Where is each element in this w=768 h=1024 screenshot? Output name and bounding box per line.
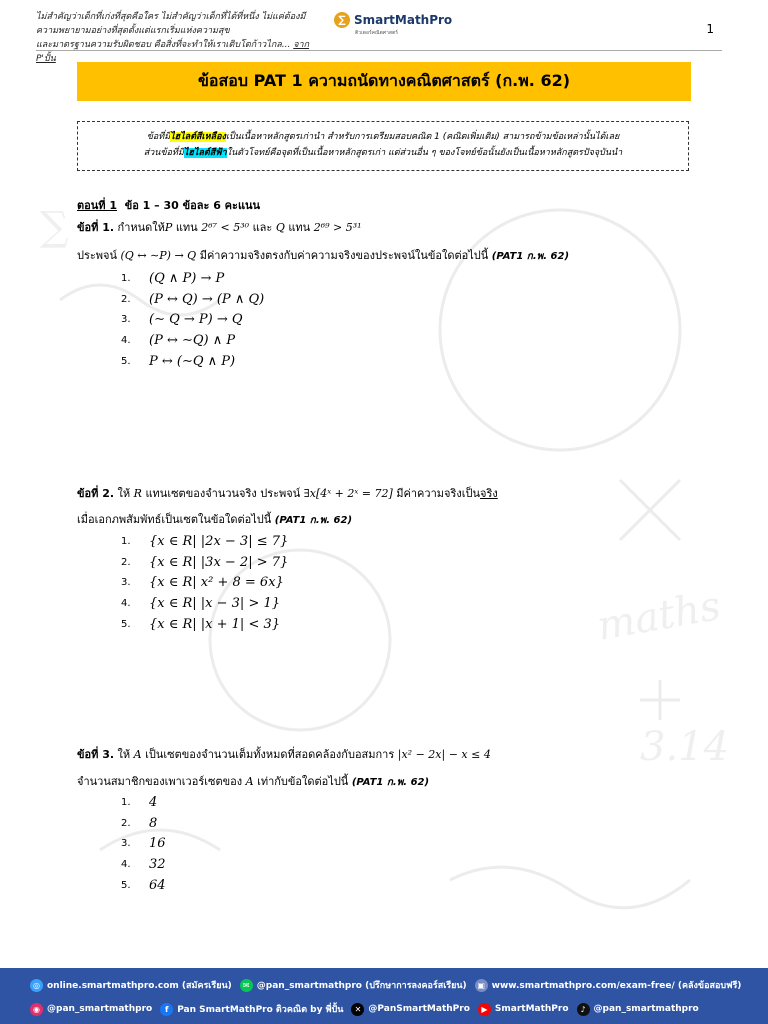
smartmathpro-logo (334, 12, 452, 28)
question-1-choice-2[interactable]: 2. (P ↔ Q) → (P ∧ Q) (121, 291, 265, 307)
yellow-highlight-label: ไฮไลต์สีเหลือง (170, 132, 226, 142)
question-1-choice-4[interactable]: 4. (P ↔ ∼Q) ∧ P (121, 333, 236, 349)
note-line-1: ข้อที่มีไฮไลต์สีเหลืองเป็นเนื้อหาหลักสูตรเก่านำ สำหรับการเตรียมสอบคณิต 1 (คณิตเพิ่มเติม) สามารถข้ามข้อเหล่านั้นได้เลย (146, 132, 620, 142)
question-3-choice-3[interactable]: 3. 16 (121, 836, 166, 852)
svg-text:∑: ∑ (40, 204, 69, 250)
footer-link-exam-free[interactable]: ▣ www.smartmathpro.com/exam-free/ (คลังข้อสอบฟรี) (475, 978, 742, 992)
x-icon: ✕ (351, 1003, 364, 1016)
question-3-choice-5[interactable]: 5. 64 (121, 878, 166, 894)
svg-text:maths: maths (593, 582, 724, 650)
footer-contact-bar (0, 968, 768, 1024)
cyan-highlight-label: ไฮไลต์สีฟ้า (183, 148, 227, 158)
question-3-choice-2[interactable]: 2. 8 (121, 815, 158, 831)
question-1-choice-5[interactable]: 5. P ↔ (∼Q ∧ P) (121, 354, 236, 370)
question-1-choice-3[interactable]: 3. (∼ Q → P) → Q (121, 312, 243, 328)
header-quote-sign: จาก P'ปั้น (36, 40, 310, 64)
exam-title: ข้อสอบ PAT 1 ความถนัดทางคณิตศาสตร์ (ก.พ. 62) (77, 62, 691, 101)
footer-row-1 (30, 978, 748, 992)
globe-icon: ◎ (30, 979, 43, 992)
question-3-choices (121, 792, 166, 896)
page-number: 1 (706, 22, 714, 36)
footer-link-line[interactable]: ✉ @pan_smartmathpro (ปรึกษาการลงคอร์สเรียน) (240, 978, 467, 992)
header-quote-line2: และมาตรฐานความรับผิดชอบ คือสิ่งที่จะทำให้เราเติบโตก้าวไกล... (36, 40, 291, 50)
question-1-choices (121, 268, 264, 372)
logo-icon: ∑ (334, 12, 350, 28)
section-description: ข้อ 1 – 30 ข้อละ 6 คะแนน (124, 199, 261, 212)
question-3-line-2: จำนวนสมาชิกของเพาเวอร์เซตของ A เท่ากับข้อใดต่อไปนี้ (PAT1 ก.พ. 62) (77, 775, 430, 788)
note-line-2: ส่วนข้อที่มีไฮไลต์สีฟ้าในตัวโจทย์คือจุดที่เป็นเนื้อหาหลักสูตรเก่า แต่ส่วนอื่น ๆ ของโจทย์ข้อนั้นยังเป็นเนื้อหาหลักสูตรปัจจุบันนำ (143, 148, 623, 158)
footer-link-tiktok[interactable]: ♪ @pan_smartmathpro (577, 1003, 699, 1016)
question-3-choice-1[interactable]: 1. 4 (121, 794, 158, 810)
question-1-line-1: ข้อที่ 1. กำหนดให้P แทน 2⁶⁷ < 5³⁰ และ Q แทน 2⁶⁹ > 5³¹ (77, 221, 362, 234)
question-2-choice-3[interactable]: 3. {x ∈ R| x² + 8 = 6x} (121, 575, 284, 591)
question-1-choice-1[interactable]: 1. (Q ∧ P) → P (121, 270, 225, 286)
youtube-icon: ▶ (478, 1003, 491, 1016)
question-3-choice-4[interactable]: 4. 32 (121, 857, 166, 873)
logo-tagline: ติวเตอร์คณิตศาสตร์ (355, 30, 398, 36)
footer-link-facebook[interactable]: f Pan SmartMathPro ติวคณิต by พี่ปั้น (160, 1002, 343, 1016)
facebook-icon: f (160, 1003, 173, 1016)
question-2-line-1: ข้อที่ 2. ให้ R แทนเซตของจำนวนจริง ประพจน์ ∃x[4ˣ + 2ˣ = 72] มีค่าความจริงเป็นจริง (77, 487, 498, 500)
web-icon: ▣ (475, 979, 488, 992)
section-label: ตอนที่ 1 (77, 199, 118, 212)
question-3-source: (PAT1 ก.พ. 62) (351, 777, 430, 788)
footer-link-x[interactable]: ✕ @PanSmartMathPro (351, 1003, 469, 1016)
question-2-choice-2[interactable]: 2. {x ∈ R| |3x − 2| > 7} (121, 554, 289, 570)
header-quote (36, 10, 326, 66)
question-2-choice-1[interactable]: 1. {x ∈ R| |2x − 3| ≤ 7} (121, 533, 289, 549)
highlight-note-box (77, 121, 689, 171)
question-3-label: ข้อที่ 3. (77, 748, 115, 761)
question-1-label: ข้อที่ 1. (77, 221, 115, 234)
question-2-source: (PAT1 ก.พ. 62) (274, 515, 353, 526)
footer-link-instagram[interactable]: ◉ @pan_smartmathpro (30, 1003, 152, 1016)
question-2-label: ข้อที่ 2. (77, 487, 115, 500)
section-heading (77, 196, 260, 214)
header-quote-line1: ไม่สำคัญว่าเด็กที่เก่งที่สุดคือใคร ไม่สำคัญว่าเด็กที่ได้ที่หนึ่ง ไม่แค่ต้องมีความพยายามอย่างที่สุดตั้งแต่แรกเริ่มแห่งความสุข (36, 12, 306, 36)
header-divider (36, 50, 722, 51)
question-3-line-1: ข้อที่ 3. ให้ A เป็นเซตของจำนวนเต็มทั้งหมดที่สอดคล้องกับอสมการ |x² − 2x| − x ≤ 4 (77, 748, 491, 761)
question-2-line-2: เมื่อเอกภพสัมพัทธ์เป็นเซตในข้อใดต่อไปนี้ (PAT1 ก.พ. 62) (77, 513, 353, 526)
tiktok-icon: ♪ (577, 1003, 590, 1016)
line-icon: ✉ (240, 979, 253, 992)
logo-text: SmartMathPro (354, 13, 453, 27)
question-1-source: (PAT1 ก.พ. 62) (491, 251, 570, 262)
question-2-choices (121, 531, 288, 635)
footer-link-online[interactable]: ◎ online.smartmathpro.com (สมัครเรียน) (30, 978, 232, 992)
footer-link-youtube[interactable]: ▶ SmartMathPro (478, 1003, 569, 1016)
footer-row-2 (30, 1002, 748, 1016)
instagram-icon: ◉ (30, 1003, 43, 1016)
question-2-choice-4[interactable]: 4. {x ∈ R| |x − 3| > 1} (121, 596, 281, 612)
svg-text:3.14: 3.14 (640, 724, 730, 770)
question-2-choice-5[interactable]: 5. {x ∈ R| |x + 1| < 3} (121, 617, 281, 633)
question-1-line-2: ประพจน์ (Q ↔ ∼P) → Q มีค่าความจริงตรงกับค่าความจริงของประพจน์ในข้อใดต่อไปนี้ (PAT1 ก.พ. 62) (77, 249, 570, 262)
